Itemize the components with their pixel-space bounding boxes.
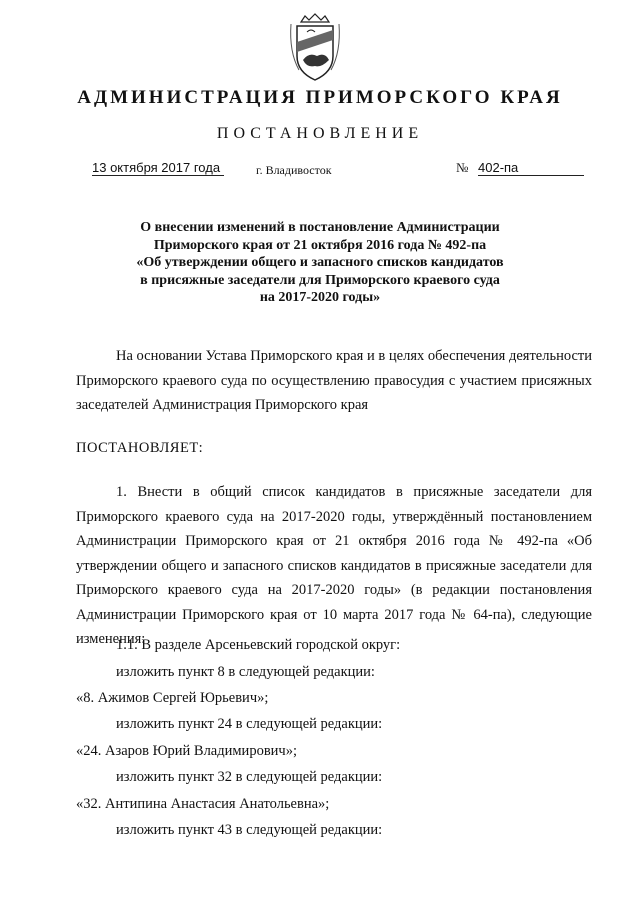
title-line: в присяжные заседатели для Приморского краевого суда	[140, 272, 500, 288]
authority-name: АДМИНИСТРАЦИЯ ПРИМОРСКОГО КРАЯ	[77, 87, 563, 108]
entry-line: «32. Антипина Анастасия Анатольевна»;	[76, 796, 330, 812]
document-type: ПОСТАНОВЛЕНИЕ	[216, 125, 424, 142]
instruction-line: изложить пункт 43 в следующей редакции:	[116, 822, 383, 838]
instruction-line: изложить пункт 8 в следующей редакции:	[116, 664, 375, 680]
coat-of-arms-emblem	[287, 12, 343, 82]
entry-line: «8. Ажимов Сергей Юрьевич»;	[76, 690, 269, 706]
title-line: на 2017-2020 годы»	[259, 290, 381, 305]
preamble-paragraph: На основании Устава Приморского края и в целях обеспечения деятельности Приморского краевого суда по осуществлению правосудия с участием присяжных заседателей Администрация Приморского края	[76, 348, 592, 413]
document-title	[100, 219, 540, 307]
item-1-paragraph: 1. Внести в общий список кандидатов в присяжные заседатели для Приморского краевого суда на 2017-2020 годы, утверждённый постановлением Администрации Приморского края от 21 октября 2016 года № 492-па «Об утверждении общего и запасного списков кандидатов в присяжные заседатели для Приморского краевого суда на 2017-2020 годы» (в редакции постановления Администрации Приморского края от 10 марта 2017 года № 64-па), следующие изменения:	[76, 484, 592, 647]
entry-line: «24. Азаров Юрий Владимирович»;	[76, 743, 297, 759]
title-line: Приморского края от 21 октября 2016 года № 492-па	[153, 237, 487, 253]
instruction-line: изложить пункт 32 в следующей редакции:	[116, 769, 383, 785]
subsection-heading: 1.1. В разделе Арсеньевский городской округ:	[116, 637, 401, 653]
title-line: «Об утверждении общего и запасного списков кандидатов	[136, 255, 504, 270]
document-date: 13 октября 2017 года	[92, 160, 224, 176]
document-number: 402-па	[478, 160, 584, 176]
document-city: г. Владивосток	[256, 163, 332, 177]
number-label: №	[456, 160, 469, 175]
instruction-line: изложить пункт 24 в следующей редакции:	[116, 716, 383, 732]
title-line: О внесении изменений в постановление Администрации	[140, 220, 500, 235]
decree-word: ПОСТАНОВЛЯЕТ:	[76, 440, 204, 456]
